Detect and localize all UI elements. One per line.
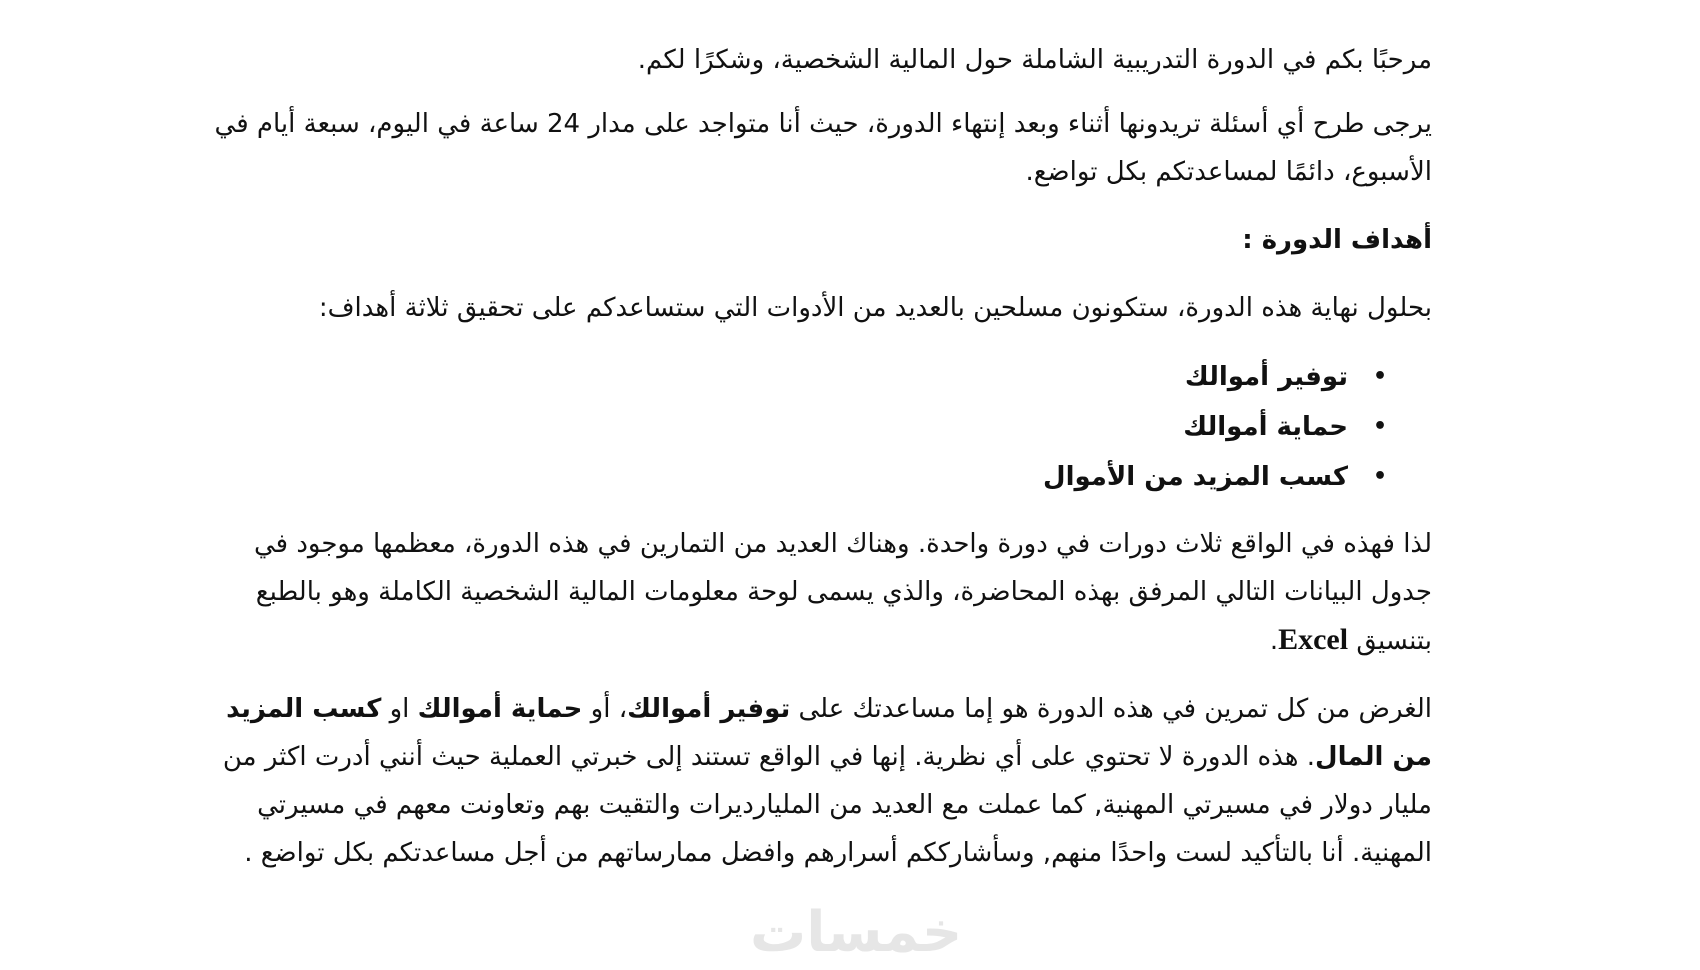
purpose-bold-protect: حماية أموالك	[417, 694, 583, 724]
purpose-paragraph	[210, 685, 1432, 877]
questions-paragraph: يرجى طرح أي أسئلة تريدونها أثناء وبعد إنتهاء الدورة، حيث أنا متواجد على مدار 24 ساعة في اليوم، سبعة أيام في الأسبوع، دائمًا لمساعدتكم بكل تواضع.	[214, 109, 1432, 187]
goals-list	[210, 352, 1432, 502]
goals-heading: أهداف الدورة :	[1242, 225, 1432, 255]
courses-end: .	[1269, 626, 1279, 656]
courses-paragraph	[210, 520, 1432, 665]
purpose-text-4: . هذه الدورة لا تحتوي على أي نظرية. إنها في الواقع تستند إلى خبرتي العملية حيث أنني أدرت اكثر من مليار دولار في مسيرتي المهنية, كما عملت مع العديد من المليارديرات والتقيت بهم وتعاونت معهم في مسيرتي المهنية. أنا بالتأكيد لست واحدًا منهم, وسأشارككم أسرارهم وافضل ممارساتهم من أجل مساعدتكم بكل تواضع .	[222, 742, 1432, 868]
bullet-icon: •	[1372, 414, 1388, 439]
intro-paragraph: مرحبًا بكم في الدورة التدريبية الشاملة حول المالية الشخصية، وشكرًا لكم.	[637, 45, 1432, 75]
bullet-icon: •	[1372, 464, 1388, 489]
document-body	[210, 36, 1432, 897]
courses-text: لذا فهذه في الواقع ثلاث دورات في دورة واحدة. وهناك العديد من التمارين في هذه الدورة، معظمها موجود في جدول البيانات التالي المرفق بهذه المحاضرة، والذي يسمى لوحة معلومات المالية الشخصية الكاملة وهو بالطبع بتنسيق	[253, 529, 1432, 656]
goal-label: توفير أموالك	[1184, 362, 1348, 392]
excel-term: Excel	[1278, 623, 1349, 656]
purpose-text-2: ، أو	[590, 694, 628, 724]
purpose-text-3: او	[389, 694, 410, 724]
purpose-bold-save: توفير أموالك	[627, 694, 791, 724]
goal-label: كسب المزيد من الأموال	[1043, 462, 1348, 492]
watermark-logo: خمسات	[750, 900, 963, 965]
list-item	[210, 402, 1392, 452]
purpose-bold-earn: كسب المزيد من المال	[226, 694, 1432, 772]
purpose-text-1: الغرض من كل تمرين في هذه الدورة هو إما مساعدتك على	[798, 694, 1432, 724]
list-item	[210, 452, 1392, 502]
list-item	[210, 352, 1392, 402]
goal-label: حماية أموالك	[1183, 412, 1348, 442]
bullet-icon: •	[1372, 364, 1388, 389]
goals-intro-paragraph: بحلول نهاية هذه الدورة، ستكونون مسلحين بالعديد من الأدوات التي ستساعدكم على تحقيق ثلاثة أهداف:	[318, 293, 1432, 323]
